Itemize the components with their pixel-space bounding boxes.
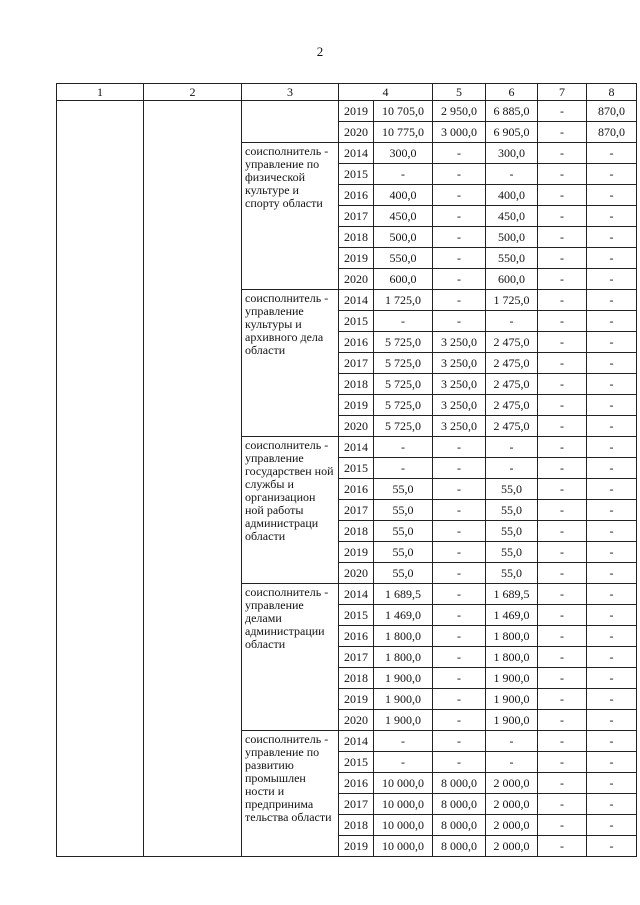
- col-8-cell: -: [587, 416, 637, 437]
- total-cell: 55,0: [374, 542, 433, 563]
- col-7-cell: -: [538, 794, 587, 815]
- total-cell: 550,0: [374, 248, 433, 269]
- col-5-cell: -: [433, 647, 486, 668]
- col-7-cell: -: [538, 416, 587, 437]
- col-6-cell: -: [486, 311, 538, 332]
- header-cell-5: 5: [433, 84, 486, 101]
- col-6-cell: 1 900,0: [486, 689, 538, 710]
- col-7-cell: -: [538, 458, 587, 479]
- col-5-cell: -: [433, 752, 486, 773]
- col-6-cell: 1 469,0: [486, 605, 538, 626]
- col-6-cell: -: [486, 458, 538, 479]
- total-cell: 10 000,0: [374, 836, 433, 857]
- total-cell: 5 725,0: [374, 416, 433, 437]
- total-cell: 300,0: [374, 143, 433, 164]
- col-8-cell: -: [587, 353, 637, 374]
- year-cell: 2018: [339, 668, 374, 689]
- year-cell: 2018: [339, 815, 374, 836]
- col-7-cell: -: [538, 731, 587, 752]
- year-cell: 2016: [339, 773, 374, 794]
- year-cell: 2018: [339, 227, 374, 248]
- col-6-cell: 1 900,0: [486, 668, 538, 689]
- col-5-cell: -: [433, 563, 486, 584]
- col-6-cell: 500,0: [486, 227, 538, 248]
- table-row: [57, 101, 637, 122]
- col-6-cell: 550,0: [486, 248, 538, 269]
- year-cell: 2017: [339, 794, 374, 815]
- col-6-cell: 2 000,0: [486, 815, 538, 836]
- year-cell: 2015: [339, 311, 374, 332]
- year-cell: 2016: [339, 185, 374, 206]
- header-cell-6: 6: [486, 84, 538, 101]
- col-6-cell: -: [486, 752, 538, 773]
- col-5-cell: -: [433, 164, 486, 185]
- total-cell: 1 900,0: [374, 668, 433, 689]
- col-6-cell: 1 900,0: [486, 710, 538, 731]
- col-7-cell: -: [538, 353, 587, 374]
- col-7-cell: -: [538, 584, 587, 605]
- col-6-cell: 2 000,0: [486, 794, 538, 815]
- col-7-cell: -: [538, 647, 587, 668]
- col-2-cell: [144, 101, 242, 857]
- col-6-cell: 1 689,5: [486, 584, 538, 605]
- col-6-cell: 2 475,0: [486, 353, 538, 374]
- col-8-cell: -: [587, 374, 637, 395]
- col-8-cell: -: [587, 458, 637, 479]
- col-7-cell: -: [538, 500, 587, 521]
- col-8-cell: -: [587, 731, 637, 752]
- col-7-cell: -: [538, 815, 587, 836]
- year-cell: 2020: [339, 416, 374, 437]
- header-cell-2: 2: [144, 84, 242, 101]
- total-cell: 1 800,0: [374, 626, 433, 647]
- year-cell: 2020: [339, 122, 374, 143]
- col-7-cell: -: [538, 290, 587, 311]
- total-cell: -: [374, 164, 433, 185]
- col-7-cell: -: [538, 689, 587, 710]
- col-8-cell: -: [587, 206, 637, 227]
- col-8-cell: -: [587, 164, 637, 185]
- year-cell: 2014: [339, 437, 374, 458]
- col-8-cell: 870,0: [587, 101, 637, 122]
- col-5-cell: -: [433, 206, 486, 227]
- total-cell: 450,0: [374, 206, 433, 227]
- col-5-cell: -: [433, 500, 486, 521]
- year-cell: 2019: [339, 542, 374, 563]
- col-5-cell: -: [433, 626, 486, 647]
- header-cell-7: 7: [538, 84, 587, 101]
- header-cell-4: 4: [339, 84, 433, 101]
- col-5-cell: -: [433, 731, 486, 752]
- col-8-cell: -: [587, 689, 637, 710]
- col-7-cell: -: [538, 101, 587, 122]
- total-cell: 5 725,0: [374, 332, 433, 353]
- col-7-cell: -: [538, 269, 587, 290]
- col-8-cell: -: [587, 143, 637, 164]
- col-8-cell: -: [587, 332, 637, 353]
- col-8-cell: -: [587, 584, 637, 605]
- col-6-cell: 1 800,0: [486, 647, 538, 668]
- col-6-cell: 2 475,0: [486, 416, 538, 437]
- col-5-cell: 3 250,0: [433, 332, 486, 353]
- col-6-cell: -: [486, 437, 538, 458]
- col-7-cell: -: [538, 479, 587, 500]
- col-5-cell: -: [433, 248, 486, 269]
- header-row: [57, 84, 637, 101]
- year-cell: 2015: [339, 752, 374, 773]
- total-cell: 1 900,0: [374, 710, 433, 731]
- executor-cell: соисполнитель - управление делами администрации области: [242, 584, 339, 731]
- col-8-cell: -: [587, 290, 637, 311]
- col-6-cell: 2 000,0: [486, 773, 538, 794]
- col-5-cell: -: [433, 521, 486, 542]
- col-6-cell: 55,0: [486, 479, 538, 500]
- col-6-cell: -: [486, 164, 538, 185]
- col-6-cell: -: [486, 731, 538, 752]
- col-6-cell: 1 725,0: [486, 290, 538, 311]
- col-8-cell: -: [587, 626, 637, 647]
- year-cell: 2018: [339, 374, 374, 395]
- col-8-cell: -: [587, 752, 637, 773]
- col-8-cell: -: [587, 794, 637, 815]
- year-cell: 2019: [339, 836, 374, 857]
- total-cell: 500,0: [374, 227, 433, 248]
- col-7-cell: -: [538, 185, 587, 206]
- total-cell: 400,0: [374, 185, 433, 206]
- year-cell: 2015: [339, 458, 374, 479]
- col-5-cell: -: [433, 185, 486, 206]
- total-cell: 55,0: [374, 500, 433, 521]
- col-8-cell: -: [587, 542, 637, 563]
- col-5-cell: -: [433, 542, 486, 563]
- total-cell: 1 900,0: [374, 689, 433, 710]
- col-8-cell: -: [587, 815, 637, 836]
- col-5-cell: -: [433, 311, 486, 332]
- col-8-cell: -: [587, 647, 637, 668]
- col-8-cell: -: [587, 773, 637, 794]
- col-7-cell: -: [538, 710, 587, 731]
- col-5-cell: -: [433, 458, 486, 479]
- col-6-cell: 2 475,0: [486, 332, 538, 353]
- year-cell: 2019: [339, 101, 374, 122]
- col-6-cell: 2 000,0: [486, 836, 538, 857]
- col-7-cell: -: [538, 122, 587, 143]
- total-cell: -: [374, 458, 433, 479]
- col-5-cell: 3 000,0: [433, 122, 486, 143]
- col-8-cell: -: [587, 437, 637, 458]
- executor-cell: [242, 101, 339, 143]
- col-7-cell: -: [538, 395, 587, 416]
- col-5-cell: -: [433, 584, 486, 605]
- year-cell: 2017: [339, 206, 374, 227]
- col-7-cell: -: [538, 437, 587, 458]
- total-cell: 1 800,0: [374, 647, 433, 668]
- col-6-cell: 1 800,0: [486, 626, 538, 647]
- col-7-cell: -: [538, 143, 587, 164]
- year-cell: 2019: [339, 395, 374, 416]
- col-5-cell: -: [433, 710, 486, 731]
- col-6-cell: 400,0: [486, 185, 538, 206]
- total-cell: 10 000,0: [374, 815, 433, 836]
- col-5-cell: 8 000,0: [433, 794, 486, 815]
- year-cell: 2016: [339, 479, 374, 500]
- col-6-cell: 6 905,0: [486, 122, 538, 143]
- year-cell: 2014: [339, 143, 374, 164]
- year-cell: 2014: [339, 290, 374, 311]
- col-7-cell: -: [538, 164, 587, 185]
- col-6-cell: 55,0: [486, 521, 538, 542]
- year-cell: 2019: [339, 248, 374, 269]
- total-cell: 10 705,0: [374, 101, 433, 122]
- year-cell: 2020: [339, 710, 374, 731]
- col-6-cell: 2 475,0: [486, 395, 538, 416]
- col-8-cell: -: [587, 500, 637, 521]
- page-number: 2: [316, 44, 324, 59]
- total-cell: -: [374, 731, 433, 752]
- year-cell: 2016: [339, 626, 374, 647]
- total-cell: -: [374, 752, 433, 773]
- col-7-cell: -: [538, 332, 587, 353]
- budget-table: [56, 83, 637, 857]
- col-6-cell: 2 475,0: [486, 374, 538, 395]
- col-7-cell: -: [538, 374, 587, 395]
- col-7-cell: -: [538, 563, 587, 584]
- col-5-cell: 3 250,0: [433, 416, 486, 437]
- col-5-cell: 3 250,0: [433, 353, 486, 374]
- col-8-cell: -: [587, 605, 637, 626]
- col-8-cell: -: [587, 395, 637, 416]
- total-cell: 55,0: [374, 521, 433, 542]
- col-5-cell: 8 000,0: [433, 836, 486, 857]
- col-5-cell: 8 000,0: [433, 815, 486, 836]
- col-8-cell: -: [587, 227, 637, 248]
- total-cell: -: [374, 437, 433, 458]
- col-6-cell: 55,0: [486, 563, 538, 584]
- col-7-cell: -: [538, 752, 587, 773]
- col-5-cell: -: [433, 689, 486, 710]
- header-cell-1: 1: [57, 84, 144, 101]
- year-cell: 2016: [339, 332, 374, 353]
- year-cell: 2017: [339, 647, 374, 668]
- year-cell: 2015: [339, 164, 374, 185]
- col-8-cell: -: [587, 563, 637, 584]
- col-6-cell: 55,0: [486, 500, 538, 521]
- total-cell: 1 725,0: [374, 290, 433, 311]
- executor-cell: соисполнитель - управление по физической культуре и спорту области: [242, 143, 339, 290]
- executor-cell: соисполнитель - управление культуры и архивного дела области: [242, 290, 339, 437]
- col-7-cell: -: [538, 311, 587, 332]
- year-cell: 2014: [339, 584, 374, 605]
- col-5-cell: -: [433, 437, 486, 458]
- col-6-cell: 55,0: [486, 542, 538, 563]
- col-5-cell: 3 250,0: [433, 395, 486, 416]
- executor-cell: соисполнитель - управление государствен ной службы и организацион ной работы администраци области: [242, 437, 339, 584]
- col-5-cell: -: [433, 227, 486, 248]
- col-7-cell: -: [538, 521, 587, 542]
- year-cell: 2014: [339, 731, 374, 752]
- total-cell: 5 725,0: [374, 395, 433, 416]
- col-5-cell: -: [433, 668, 486, 689]
- total-cell: 55,0: [374, 563, 433, 584]
- year-cell: 2019: [339, 689, 374, 710]
- header-cell-3: 3: [242, 84, 339, 101]
- col-8-cell: -: [587, 668, 637, 689]
- col-6-cell: 6 885,0: [486, 101, 538, 122]
- col-6-cell: 600,0: [486, 269, 538, 290]
- col-5-cell: 3 250,0: [433, 374, 486, 395]
- col-8-cell: -: [587, 710, 637, 731]
- col-7-cell: -: [538, 773, 587, 794]
- col-7-cell: -: [538, 542, 587, 563]
- year-cell: 2015: [339, 605, 374, 626]
- col-5-cell: -: [433, 143, 486, 164]
- col-8-cell: -: [587, 248, 637, 269]
- total-cell: 10 000,0: [374, 773, 433, 794]
- year-cell: 2017: [339, 353, 374, 374]
- total-cell: 600,0: [374, 269, 433, 290]
- col-7-cell: -: [538, 605, 587, 626]
- total-cell: 1 469,0: [374, 605, 433, 626]
- col-8-cell: -: [587, 185, 637, 206]
- total-cell: -: [374, 311, 433, 332]
- col-8-cell: 870,0: [587, 122, 637, 143]
- col-6-cell: 450,0: [486, 206, 538, 227]
- col-1-cell: [57, 101, 144, 857]
- col-5-cell: 8 000,0: [433, 773, 486, 794]
- total-cell: 10 775,0: [374, 122, 433, 143]
- total-cell: 1 689,5: [374, 584, 433, 605]
- total-cell: 5 725,0: [374, 353, 433, 374]
- table-body: [57, 84, 637, 857]
- col-5-cell: -: [433, 479, 486, 500]
- col-8-cell: -: [587, 836, 637, 857]
- col-5-cell: -: [433, 290, 486, 311]
- col-7-cell: -: [538, 836, 587, 857]
- year-cell: 2020: [339, 563, 374, 584]
- col-7-cell: -: [538, 227, 587, 248]
- col-5-cell: -: [433, 605, 486, 626]
- year-cell: 2017: [339, 500, 374, 521]
- col-7-cell: -: [538, 668, 587, 689]
- executor-cell: соисполнитель - управление по развитию промышлен ности и предпринима тельства области: [242, 731, 339, 857]
- year-cell: 2020: [339, 269, 374, 290]
- total-cell: 55,0: [374, 479, 433, 500]
- col-8-cell: -: [587, 311, 637, 332]
- col-8-cell: -: [587, 479, 637, 500]
- col-7-cell: -: [538, 626, 587, 647]
- year-cell: 2018: [339, 521, 374, 542]
- col-7-cell: -: [538, 248, 587, 269]
- col-8-cell: -: [587, 269, 637, 290]
- col-8-cell: -: [587, 521, 637, 542]
- total-cell: 5 725,0: [374, 374, 433, 395]
- col-7-cell: -: [538, 206, 587, 227]
- col-5-cell: 2 950,0: [433, 101, 486, 122]
- header-cell-8: 8: [587, 84, 637, 101]
- total-cell: 10 000,0: [374, 794, 433, 815]
- col-5-cell: -: [433, 269, 486, 290]
- col-6-cell: 300,0: [486, 143, 538, 164]
